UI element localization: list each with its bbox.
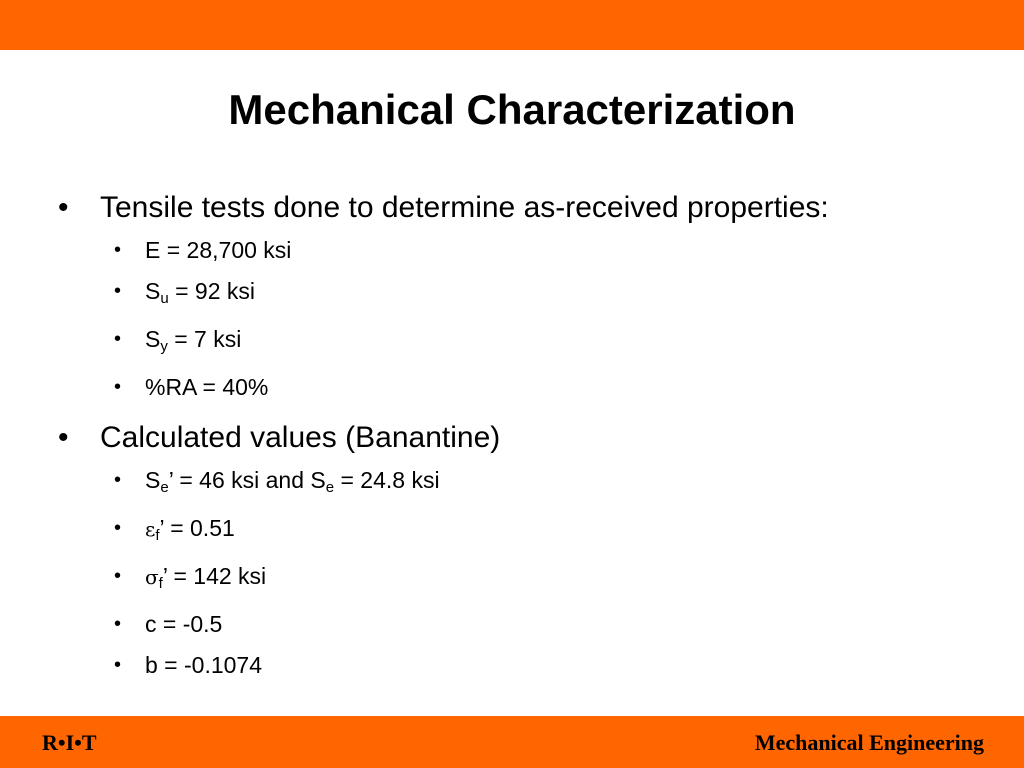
bullet-icon: • xyxy=(114,517,122,539)
sub-bullet-su xyxy=(58,271,998,319)
subscript: u xyxy=(160,290,169,307)
sub-bullet-ra xyxy=(58,367,998,408)
sub-bullet-text: c = -0.5 xyxy=(145,611,223,637)
bullet-tensile-tests xyxy=(58,186,998,230)
slide-content xyxy=(58,186,998,686)
sub-bullet-text: %RA = 40% xyxy=(145,374,269,400)
sigma-symbol: σ xyxy=(145,565,159,589)
rit-logo-text: R•I•T xyxy=(42,730,97,755)
subscript: f xyxy=(155,527,160,544)
sub-bullet-text: ’ = 142 ksi xyxy=(162,563,267,589)
sub-bullet-text: = 92 ksi xyxy=(168,278,255,304)
sub-bullet-text: ’ = 0.51 xyxy=(159,515,235,541)
sub-bullet-sy xyxy=(58,319,998,367)
symbol: S xyxy=(145,278,161,304)
bullet-icon: • xyxy=(114,469,122,491)
bullet-icon: • xyxy=(114,613,122,635)
bullet-icon: • xyxy=(114,239,122,261)
bullet-icon: • xyxy=(114,376,122,398)
subscript: e xyxy=(325,479,335,496)
symbol: S xyxy=(145,467,161,493)
sub-bullet-se xyxy=(58,460,998,508)
bullet-icon: • xyxy=(58,191,69,224)
bullet-text: Tensile tests done to determine as-received properties: xyxy=(100,191,829,224)
subscript: f xyxy=(158,575,163,592)
sub-bullet-c xyxy=(58,604,998,645)
sub-bullet-text: b = -0.1074 xyxy=(145,652,263,678)
subscript: y xyxy=(160,338,168,355)
bullet-icon: • xyxy=(114,328,122,350)
bullet-icon: • xyxy=(114,654,122,676)
epsilon-symbol: ε xyxy=(145,517,156,541)
sub-bullet-text: = 24.8 ksi xyxy=(334,467,440,493)
sub-bullet-text: ’ = 46 ksi and S xyxy=(168,467,326,493)
sub-bullet-text: E = 28,700 ksi xyxy=(145,237,292,263)
sub-bullet-text: = 7 ksi xyxy=(167,326,242,352)
bullet-calculated-values xyxy=(58,416,998,460)
slide-title: Mechanical Characterization xyxy=(228,86,796,133)
bullet-icon: • xyxy=(114,280,122,302)
bullet-icon: • xyxy=(58,421,69,454)
header-bar xyxy=(0,0,1024,50)
bullet-icon: • xyxy=(114,565,122,587)
sub-bullet-b xyxy=(58,645,998,686)
department-name: Mechanical Engineering xyxy=(754,730,984,755)
bullet-text: Calculated values (Banantine) xyxy=(100,421,501,454)
sub-bullet-sf xyxy=(58,556,998,604)
symbol: S xyxy=(145,326,161,352)
sub-bullet-ef xyxy=(58,508,998,556)
sub-bullet-e xyxy=(58,230,998,271)
subscript: e xyxy=(160,479,169,496)
